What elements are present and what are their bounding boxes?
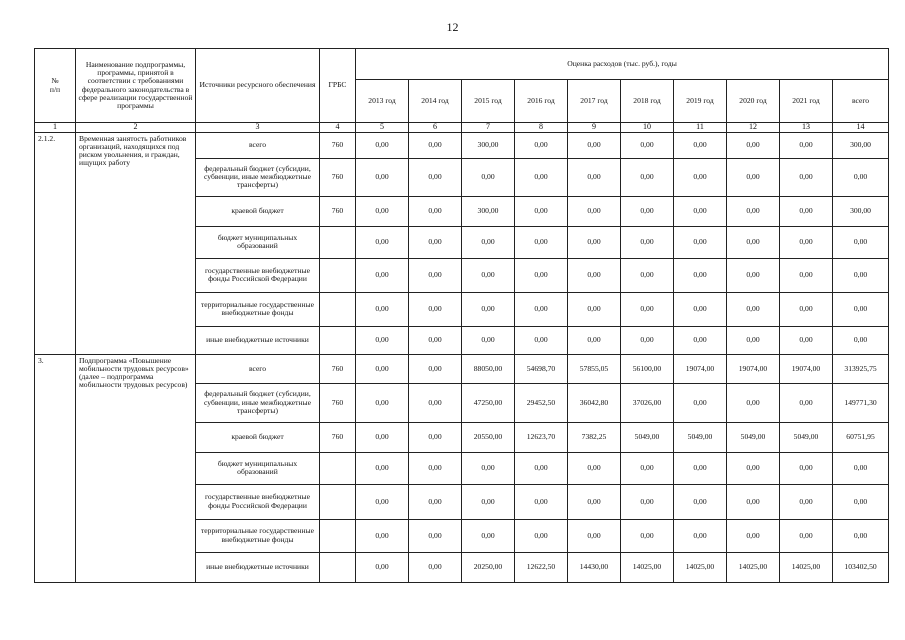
value-cell: 0,00 [568, 292, 621, 326]
value-cell: 0,00 [780, 132, 833, 158]
value-cell: 0,00 [674, 326, 727, 354]
column-number: 8 [515, 123, 568, 133]
column-number: 6 [409, 123, 462, 133]
value-cell: 0,00 [356, 452, 409, 484]
value-cell: 0,00 [674, 196, 727, 226]
value-cell: 0,00 [674, 519, 727, 552]
value-cell: 19074,00 [727, 354, 780, 383]
value-cell: 0,00 [568, 258, 621, 292]
source-cell: краевой бюджет [196, 196, 320, 226]
value-cell: 0,00 [833, 326, 889, 354]
value-cell: 0,00 [409, 326, 462, 354]
value-cell: 0,00 [462, 292, 515, 326]
column-number: 10 [621, 123, 674, 133]
column-number: 14 [833, 123, 889, 133]
section-name: Временная занятость работников организаций, находящихся под риском увольнения, и граждан, ищущих работу [76, 132, 196, 354]
budget-table [34, 48, 889, 583]
value-cell: 0,00 [833, 226, 889, 258]
value-cell: 0,00 [409, 226, 462, 258]
column-number: 4 [320, 123, 356, 133]
value-cell: 0,00 [462, 452, 515, 484]
value-cell: 0,00 [515, 132, 568, 158]
value-cell: 5049,00 [621, 422, 674, 452]
value-cell: 0,00 [727, 292, 780, 326]
value-cell: 19074,00 [780, 354, 833, 383]
column-number: 12 [727, 123, 780, 133]
value-cell: 0,00 [727, 158, 780, 196]
page-number: 12 [446, 20, 459, 34]
value-cell: 14025,00 [727, 552, 780, 582]
value-cell: 0,00 [780, 519, 833, 552]
header-num: № п/п [35, 49, 76, 123]
value-cell: 7382,25 [568, 422, 621, 452]
value-cell: 0,00 [621, 196, 674, 226]
value-cell: 0,00 [356, 258, 409, 292]
value-cell: 0,00 [621, 326, 674, 354]
source-cell: государственные внебюджетные фонды Российской Федерации [196, 484, 320, 519]
column-number: 9 [568, 123, 621, 133]
grbs-cell: 760 [320, 158, 356, 196]
value-cell: 0,00 [621, 226, 674, 258]
grbs-cell: 760 [320, 196, 356, 226]
value-cell: 0,00 [515, 258, 568, 292]
value-cell: 0,00 [568, 226, 621, 258]
value-cell: 0,00 [674, 484, 727, 519]
value-cell: 103402,50 [833, 552, 889, 582]
value-cell: 54698,70 [515, 354, 568, 383]
value-cell: 0,00 [621, 158, 674, 196]
value-cell: 0,00 [780, 326, 833, 354]
grbs-cell: 760 [320, 383, 356, 422]
grbs-cell [320, 484, 356, 519]
value-cell: 149771,30 [833, 383, 889, 422]
header-name: Наименование подпрограммы, программы, принятой в соответствии с требованиями федерального законодательства в сфере реализации государственной программы [76, 49, 196, 123]
section-name: Подпрограмма «Повышение мобильности трудовых ресурсов» (далее – подпрограмма мобильности трудовых ресурсов) [76, 354, 196, 582]
value-cell: 0,00 [780, 196, 833, 226]
value-cell: 20250,00 [462, 552, 515, 582]
value-cell: 0,00 [621, 519, 674, 552]
value-cell: 0,00 [568, 132, 621, 158]
source-cell: краевой бюджет [196, 422, 320, 452]
value-cell: 14025,00 [674, 552, 727, 582]
grbs-cell: 760 [320, 354, 356, 383]
grbs-cell [320, 292, 356, 326]
value-cell: 0,00 [515, 292, 568, 326]
table-row [35, 354, 889, 383]
value-cell: 0,00 [780, 484, 833, 519]
value-cell: 300,00 [833, 132, 889, 158]
grbs-cell [320, 226, 356, 258]
value-cell: 0,00 [833, 258, 889, 292]
value-cell: 0,00 [409, 354, 462, 383]
value-cell: 0,00 [674, 132, 727, 158]
header-grbs: ГРБС [320, 49, 356, 123]
value-cell: 0,00 [462, 258, 515, 292]
section-index: 3. [35, 354, 76, 582]
value-cell: 300,00 [833, 196, 889, 226]
value-cell: 0,00 [515, 519, 568, 552]
value-cell: 0,00 [515, 158, 568, 196]
value-cell: 313925,75 [833, 354, 889, 383]
value-cell: 0,00 [780, 226, 833, 258]
source-cell: иные внебюджетные источники [196, 326, 320, 354]
value-cell: 0,00 [621, 132, 674, 158]
grbs-cell: 760 [320, 132, 356, 158]
value-cell: 5049,00 [780, 422, 833, 452]
value-cell: 0,00 [356, 519, 409, 552]
value-cell: 14025,00 [621, 552, 674, 582]
value-cell: 0,00 [568, 452, 621, 484]
header-year: всего [833, 80, 889, 123]
value-cell: 0,00 [409, 552, 462, 582]
grbs-cell [320, 552, 356, 582]
value-cell: 0,00 [356, 196, 409, 226]
value-cell: 12623,70 [515, 422, 568, 452]
value-cell: 0,00 [727, 132, 780, 158]
value-cell: 0,00 [409, 452, 462, 484]
header-year: 2020 год [727, 80, 780, 123]
value-cell: 0,00 [780, 292, 833, 326]
value-cell: 0,00 [356, 226, 409, 258]
value-cell: 0,00 [515, 484, 568, 519]
value-cell: 0,00 [515, 452, 568, 484]
value-cell: 0,00 [780, 383, 833, 422]
value-cell: 0,00 [409, 292, 462, 326]
source-cell: бюджет муниципальных образований [196, 226, 320, 258]
header-sources: Источники ресурсного обеспечения [196, 49, 320, 123]
value-cell: 37026,00 [621, 383, 674, 422]
value-cell: 0,00 [515, 326, 568, 354]
header-year: 2021 год [780, 80, 833, 123]
value-cell: 20550,00 [462, 422, 515, 452]
value-cell: 29452,50 [515, 383, 568, 422]
header-year: 2015 год [462, 80, 515, 123]
column-number: 1 [35, 123, 76, 133]
value-cell: 0,00 [462, 158, 515, 196]
value-cell: 57855,05 [568, 354, 621, 383]
value-cell: 60751,95 [833, 422, 889, 452]
value-cell: 0,00 [621, 258, 674, 292]
value-cell: 14430,00 [568, 552, 621, 582]
value-cell: 0,00 [409, 519, 462, 552]
value-cell: 14025,00 [780, 552, 833, 582]
source-cell: территориальные государственные внебюджетные фонды [196, 519, 320, 552]
value-cell: 0,00 [462, 226, 515, 258]
value-cell: 0,00 [674, 158, 727, 196]
value-cell: 0,00 [674, 226, 727, 258]
grbs-cell [320, 326, 356, 354]
column-number: 5 [356, 123, 409, 133]
source-cell: федеральный бюджет (субсидии, субвенции, иные межбюджетные трансферты) [196, 158, 320, 196]
value-cell: 0,00 [409, 196, 462, 226]
value-cell: 0,00 [780, 158, 833, 196]
value-cell: 0,00 [515, 196, 568, 226]
value-cell: 0,00 [409, 158, 462, 196]
header-year: 2019 год [674, 80, 727, 123]
value-cell: 0,00 [462, 519, 515, 552]
value-cell: 0,00 [568, 519, 621, 552]
header-year: 2018 год [621, 80, 674, 123]
grbs-cell [320, 519, 356, 552]
value-cell: 0,00 [409, 484, 462, 519]
value-cell: 0,00 [621, 292, 674, 326]
value-cell: 0,00 [621, 484, 674, 519]
value-cell: 0,00 [568, 196, 621, 226]
source-cell: государственные внебюджетные фонды Российской Федерации [196, 258, 320, 292]
value-cell: 0,00 [356, 383, 409, 422]
value-cell: 19074,00 [674, 354, 727, 383]
source-cell: территориальные государственные внебюджетные фонды [196, 292, 320, 326]
value-cell: 0,00 [409, 258, 462, 292]
value-cell: 0,00 [621, 452, 674, 484]
value-cell: 0,00 [356, 292, 409, 326]
value-cell: 0,00 [568, 326, 621, 354]
value-cell: 0,00 [727, 383, 780, 422]
value-cell: 300,00 [462, 196, 515, 226]
column-number: 2 [76, 123, 196, 133]
value-cell: 0,00 [356, 326, 409, 354]
value-cell: 0,00 [356, 354, 409, 383]
value-cell: 0,00 [833, 292, 889, 326]
value-cell: 300,00 [462, 132, 515, 158]
value-cell: 0,00 [833, 484, 889, 519]
value-cell: 0,00 [409, 383, 462, 422]
value-cell: 0,00 [462, 326, 515, 354]
value-cell: 0,00 [568, 158, 621, 196]
value-cell: 0,00 [780, 452, 833, 484]
value-cell: 0,00 [674, 292, 727, 326]
value-cell: 0,00 [727, 258, 780, 292]
value-cell: 0,00 [515, 226, 568, 258]
value-cell: 0,00 [674, 258, 727, 292]
value-cell: 12622,50 [515, 552, 568, 582]
value-cell: 0,00 [409, 132, 462, 158]
value-cell: 5049,00 [727, 422, 780, 452]
value-cell: 0,00 [833, 519, 889, 552]
grbs-cell: 760 [320, 422, 356, 452]
header-year: 2017 год [568, 80, 621, 123]
value-cell: 0,00 [727, 326, 780, 354]
column-number: 11 [674, 123, 727, 133]
source-cell: всего [196, 354, 320, 383]
source-cell: иные внебюджетные источники [196, 552, 320, 582]
table-row [35, 132, 889, 158]
value-cell: 47250,00 [462, 383, 515, 422]
value-cell: 0,00 [462, 484, 515, 519]
column-number: 3 [196, 123, 320, 133]
column-number: 13 [780, 123, 833, 133]
value-cell: 0,00 [568, 484, 621, 519]
value-cell: 0,00 [356, 484, 409, 519]
header-year: 2016 год [515, 80, 568, 123]
header-year: 2014 год [409, 80, 462, 123]
header-estimate: Оценка расходов (тыс. руб.), годы [356, 49, 889, 80]
value-cell: 0,00 [780, 258, 833, 292]
value-cell: 88050,00 [462, 354, 515, 383]
value-cell: 0,00 [727, 484, 780, 519]
value-cell: 0,00 [833, 158, 889, 196]
header-year: 2013 год [356, 80, 409, 123]
value-cell: 0,00 [727, 519, 780, 552]
grbs-cell [320, 452, 356, 484]
value-cell: 0,00 [833, 452, 889, 484]
source-cell: федеральный бюджет (субсидии, субвенции, иные межбюджетные трансферты) [196, 383, 320, 422]
value-cell: 0,00 [674, 452, 727, 484]
value-cell: 5049,00 [674, 422, 727, 452]
value-cell: 0,00 [356, 552, 409, 582]
value-cell: 0,00 [409, 422, 462, 452]
value-cell: 0,00 [727, 196, 780, 226]
source-cell: всего [196, 132, 320, 158]
value-cell: 0,00 [356, 158, 409, 196]
value-cell: 0,00 [727, 226, 780, 258]
value-cell: 0,00 [356, 422, 409, 452]
column-number: 7 [462, 123, 515, 133]
value-cell: 0,00 [356, 132, 409, 158]
source-cell: бюджет муниципальных образований [196, 452, 320, 484]
value-cell: 0,00 [727, 452, 780, 484]
value-cell: 36042,80 [568, 383, 621, 422]
value-cell: 0,00 [674, 383, 727, 422]
value-cell: 56100,00 [621, 354, 674, 383]
grbs-cell [320, 258, 356, 292]
section-index: 2.1.2. [35, 132, 76, 354]
